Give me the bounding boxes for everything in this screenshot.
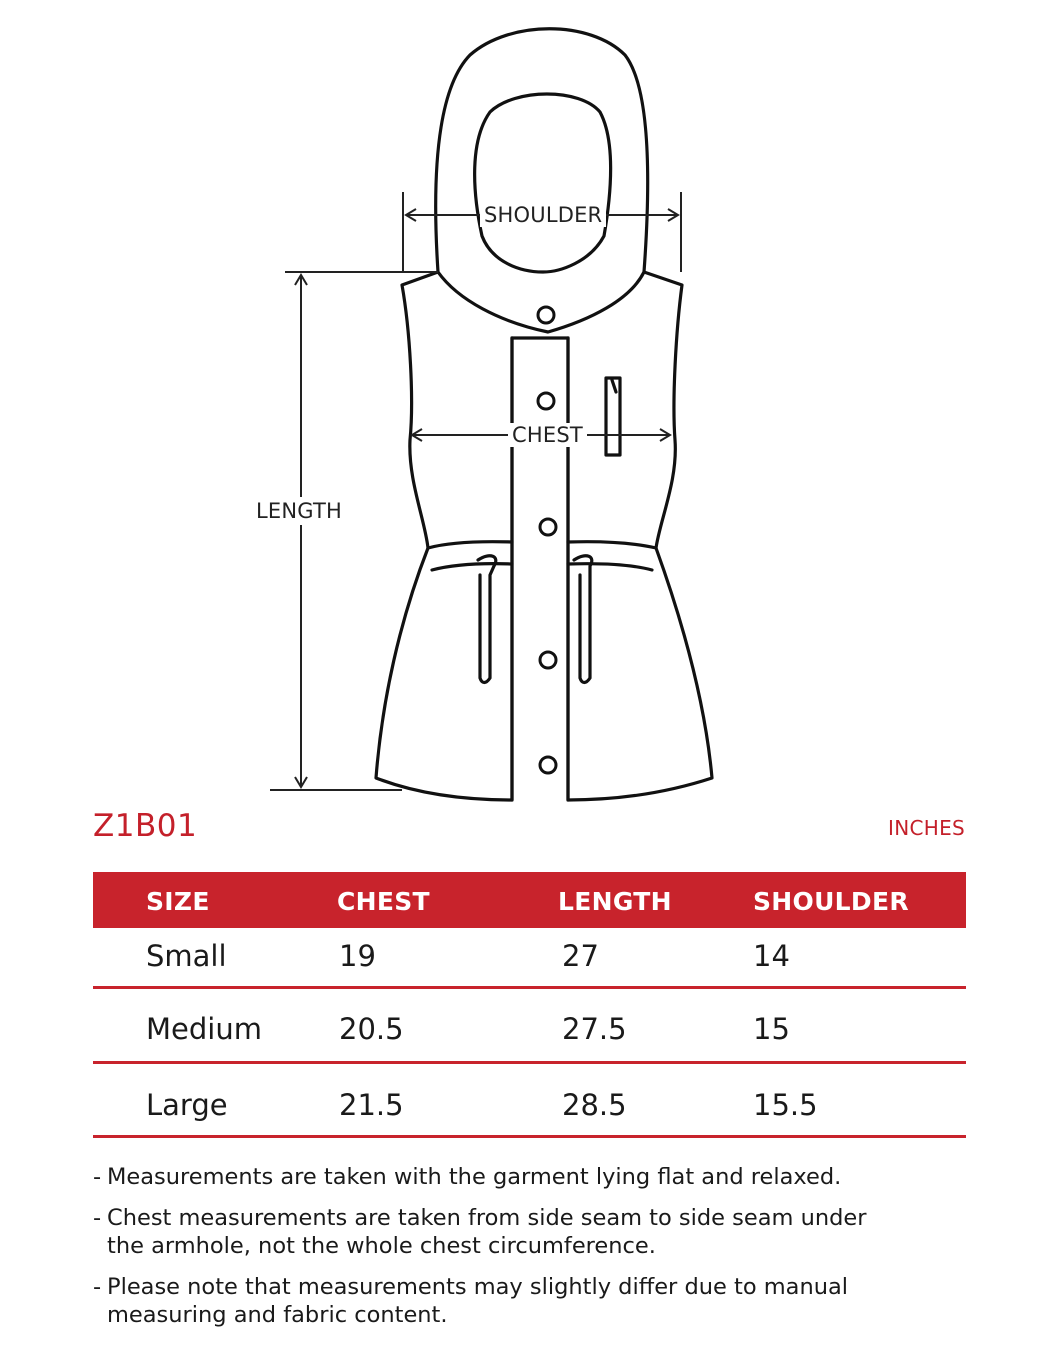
- unit-label: INCHES: [888, 816, 965, 840]
- cell-size: Medium: [146, 1012, 262, 1046]
- drawstring-right: [574, 556, 592, 683]
- cell-shoulder: 14: [753, 939, 790, 973]
- cell-shoulder: 15.5: [753, 1088, 818, 1122]
- cell-size: Large: [146, 1088, 228, 1122]
- button-1: [538, 307, 554, 323]
- table-row: [93, 989, 966, 1064]
- header-size: SIZE: [146, 887, 210, 916]
- header-shoulder: SHOULDER: [753, 887, 909, 916]
- model-code: Z1B01: [93, 808, 198, 844]
- cell-size: Small: [146, 939, 227, 973]
- table-row: [93, 928, 966, 989]
- vest-right-side: [568, 272, 712, 800]
- note-text: Chest measurements are taken from side seam to side seam under the armhole, not the whole chest circumference.: [107, 1205, 867, 1259]
- cell-length: 27.5: [562, 1012, 627, 1046]
- chest-dimension-label: CHEST: [508, 423, 587, 447]
- header-length: LENGTH: [558, 887, 672, 916]
- table-row: [93, 1064, 966, 1138]
- note-text: Please note that measurements may slightly differ due to manual measuring and fabric content.: [107, 1274, 849, 1328]
- drawstring-left: [478, 556, 496, 683]
- button-3: [540, 519, 556, 535]
- shoulder-dimension-label: SHOULDER: [480, 203, 606, 227]
- chest-zip-pocket: [606, 378, 620, 455]
- hood-outer: [436, 29, 648, 332]
- button-4: [540, 652, 556, 668]
- cell-length: 28.5: [562, 1088, 627, 1122]
- cell-chest: 21.5: [339, 1088, 404, 1122]
- button-2: [538, 393, 554, 409]
- header-chest: CHEST: [337, 887, 430, 916]
- note-item: - Please note that measurements may slightly differ due to manual measuring and fabric content.: [93, 1274, 849, 1328]
- note-text: Measurements are taken with the garment lying flat and relaxed.: [107, 1164, 842, 1190]
- note-item: - Measurements are taken with the garment lying flat and relaxed.: [93, 1164, 842, 1190]
- measurement-notes: [93, 1163, 993, 1342]
- cell-shoulder: 15: [753, 1012, 790, 1046]
- waist-band: [428, 542, 512, 548]
- vest-left-side: [376, 272, 512, 800]
- length-dimension-label: LENGTH: [256, 499, 343, 523]
- note-item: - Chest measurements are taken from side seam to side seam under the armhole, not the whole chest circumference.: [93, 1205, 867, 1259]
- table-header: [93, 872, 966, 928]
- button-5: [540, 757, 556, 773]
- cell-length: 27: [562, 939, 599, 973]
- hood-inner: [475, 94, 611, 272]
- cell-chest: 19: [339, 939, 376, 973]
- cell-chest: 20.5: [339, 1012, 404, 1046]
- size-chart-table: [93, 872, 966, 1138]
